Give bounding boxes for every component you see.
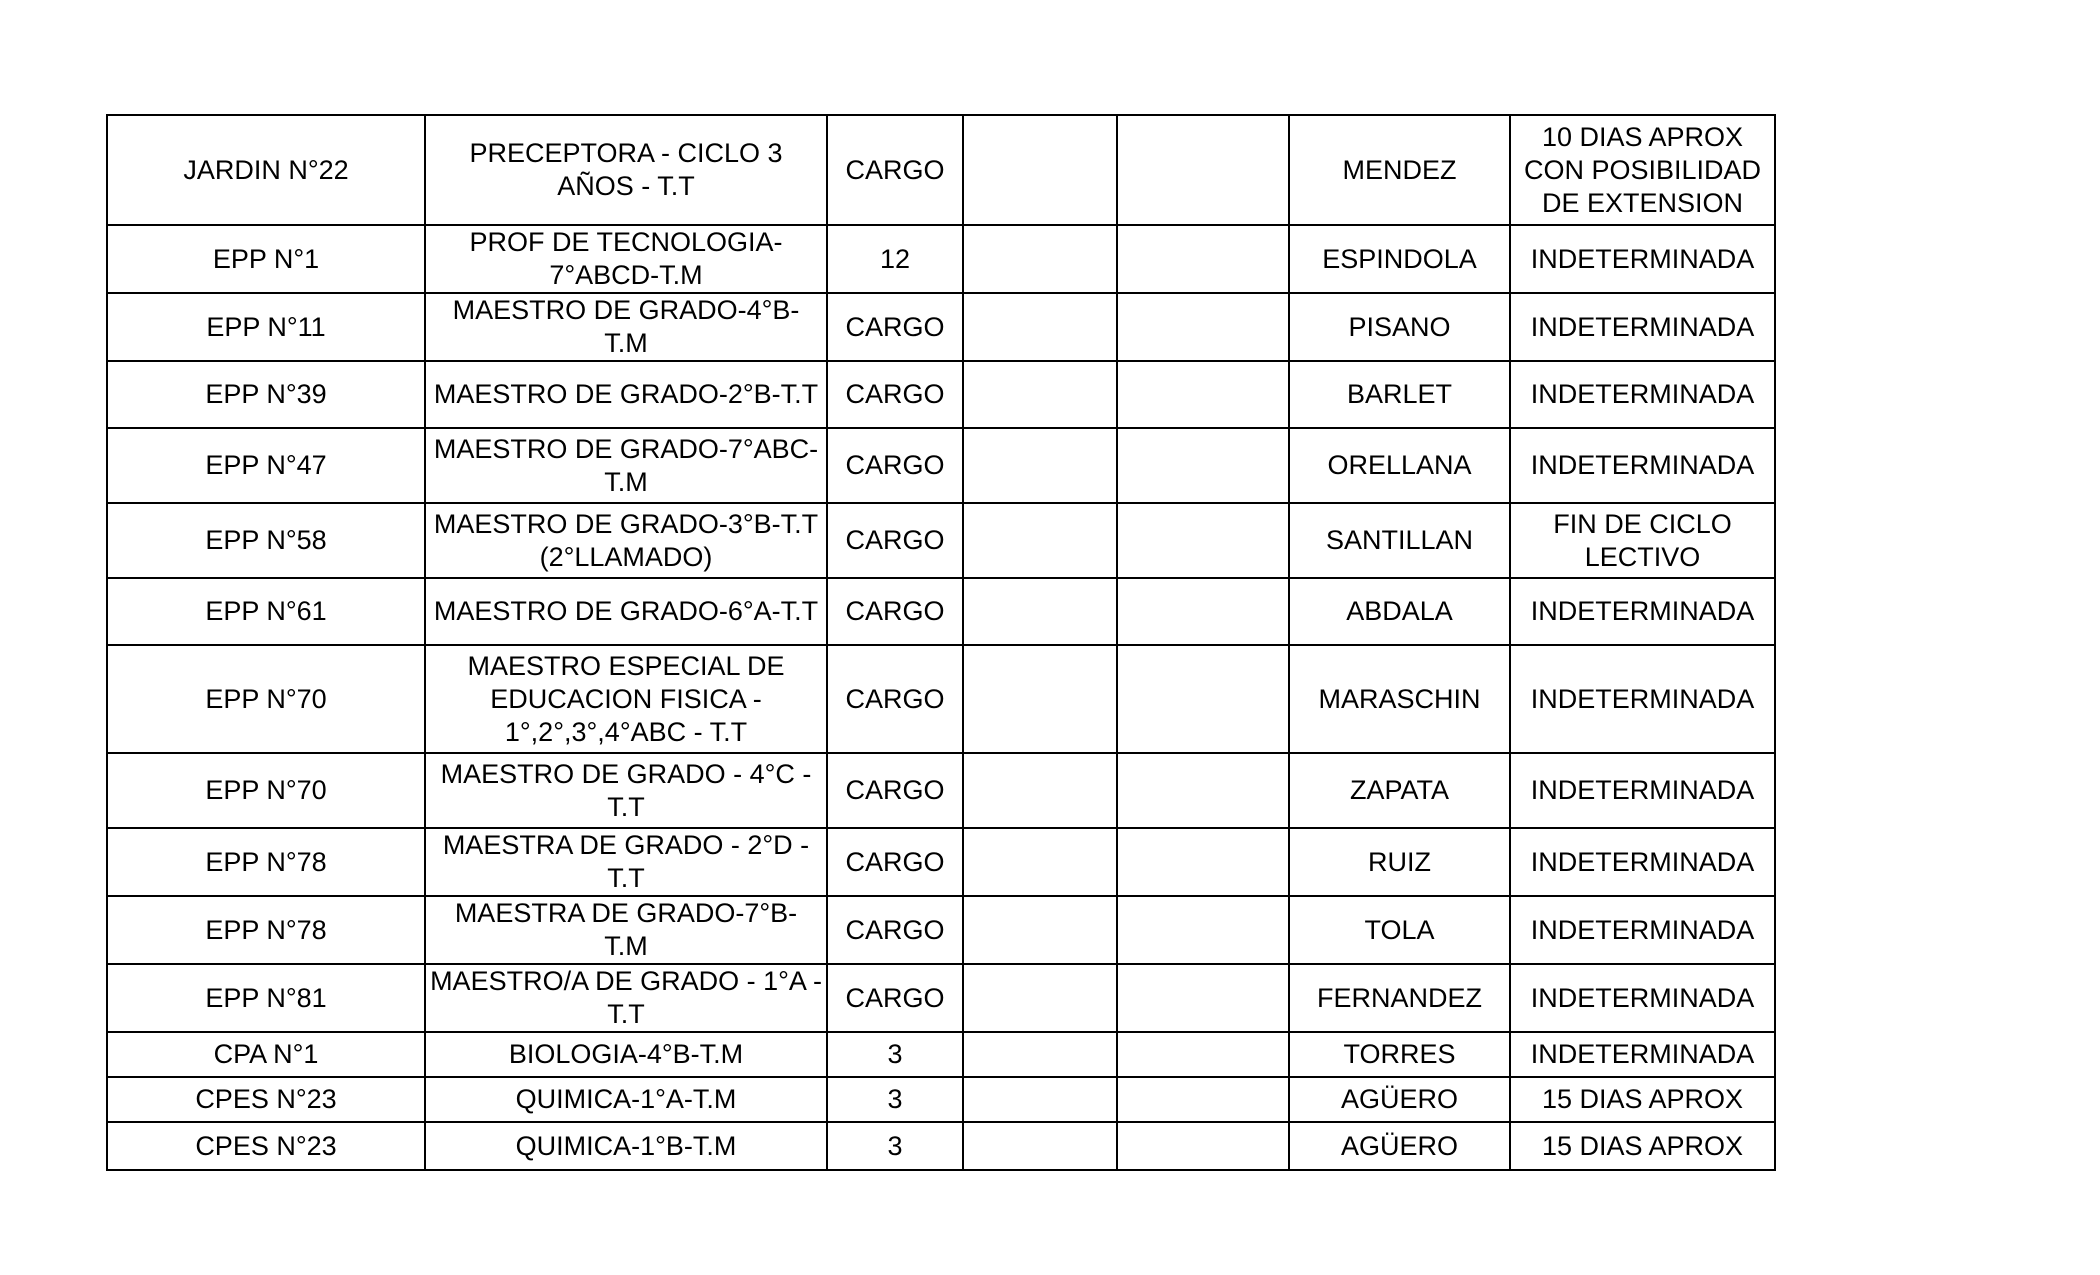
cell-position: PROF DE TECNOLOGIA- 7°ABCD-T.M — [425, 225, 827, 293]
cell-school: EPP N°61 — [107, 578, 425, 645]
cell-position: MAESTRO DE GRADO - 4°C - T.T — [425, 753, 827, 828]
table-row — [107, 361, 1775, 428]
cell-surname: ABDALA — [1289, 578, 1510, 645]
cell-position: MAESTRO DE GRADO-3°B-T.T (2°LLAMADO) — [425, 503, 827, 578]
table-row — [107, 1122, 1775, 1170]
cell-blank-b — [1117, 293, 1289, 361]
cell-position: MAESTRO/A DE GRADO - 1°A - T.T — [425, 964, 827, 1032]
table-row — [107, 828, 1775, 896]
cell-hours: CARGO — [827, 578, 963, 645]
cell-hours: 3 — [827, 1032, 963, 1077]
cell-surname: AGÜERO — [1289, 1077, 1510, 1122]
cell-surname: FERNANDEZ — [1289, 964, 1510, 1032]
cell-blank-b — [1117, 1077, 1289, 1122]
cell-hours: CARGO — [827, 293, 963, 361]
cell-school: EPP N°78 — [107, 828, 425, 896]
cell-blank-b — [1117, 753, 1289, 828]
cell-blank-b — [1117, 225, 1289, 293]
table-row — [107, 645, 1775, 753]
cell-school: EPP N°1 — [107, 225, 425, 293]
cell-surname: MARASCHIN — [1289, 645, 1510, 753]
cell-hours: CARGO — [827, 503, 963, 578]
cell-blank-a — [963, 964, 1117, 1032]
cell-school: EPP N°39 — [107, 361, 425, 428]
cell-position: QUIMICA-1°B-T.M — [425, 1122, 827, 1170]
cell-duration: INDETERMINADA — [1510, 828, 1775, 896]
cell-hours: CARGO — [827, 115, 963, 225]
cell-blank-b — [1117, 1032, 1289, 1077]
cell-position: MAESTRO DE GRADO-6°A-T.T — [425, 578, 827, 645]
cell-blank-a — [963, 503, 1117, 578]
cell-duration: FIN DE CICLO LECTIVO — [1510, 503, 1775, 578]
cell-surname: ORELLANA — [1289, 428, 1510, 503]
cell-blank-a — [963, 645, 1117, 753]
cell-position: MAESTRO DE GRADO-7°ABC- T.M — [425, 428, 827, 503]
cell-duration: INDETERMINADA — [1510, 896, 1775, 964]
cell-school: EPP N°11 — [107, 293, 425, 361]
cell-surname: TORRES — [1289, 1032, 1510, 1077]
cell-hours: 12 — [827, 225, 963, 293]
cell-hours: 3 — [827, 1077, 963, 1122]
cell-duration: INDETERMINADA — [1510, 753, 1775, 828]
cell-hours: CARGO — [827, 361, 963, 428]
cell-blank-a — [963, 293, 1117, 361]
table-row — [107, 578, 1775, 645]
cell-hours: 3 — [827, 1122, 963, 1170]
cell-blank-a — [963, 361, 1117, 428]
table-row — [107, 115, 1775, 225]
cell-duration: INDETERMINADA — [1510, 225, 1775, 293]
cell-blank-a — [963, 1122, 1117, 1170]
cell-school: CPA N°1 — [107, 1032, 425, 1077]
cell-school: CPES N°23 — [107, 1122, 425, 1170]
cell-school: EPP N°70 — [107, 753, 425, 828]
table-row — [107, 753, 1775, 828]
cell-blank-b — [1117, 115, 1289, 225]
cell-blank-a — [963, 896, 1117, 964]
table-row — [107, 896, 1775, 964]
cell-school: JARDIN N°22 — [107, 115, 425, 225]
cell-school: EPP N°47 — [107, 428, 425, 503]
cell-blank-b — [1117, 1122, 1289, 1170]
cell-school: EPP N°70 — [107, 645, 425, 753]
cell-position: MAESTRO DE GRADO-2°B-T.T — [425, 361, 827, 428]
cell-blank-b — [1117, 964, 1289, 1032]
cell-hours: CARGO — [827, 645, 963, 753]
table-row — [107, 293, 1775, 361]
cell-surname: ESPINDOLA — [1289, 225, 1510, 293]
cell-hours: CARGO — [827, 896, 963, 964]
table-row — [107, 503, 1775, 578]
cell-blank-b — [1117, 896, 1289, 964]
cell-surname: TOLA — [1289, 896, 1510, 964]
cell-surname: RUIZ — [1289, 828, 1510, 896]
cell-position: MAESTRO ESPECIAL DE EDUCACION FISICA - 1°,2°,3°,4°ABC - T.T — [425, 645, 827, 753]
cell-blank-a — [963, 225, 1117, 293]
cell-blank-a — [963, 578, 1117, 645]
cell-school: CPES N°23 — [107, 1077, 425, 1122]
cell-blank-b — [1117, 503, 1289, 578]
table-row — [107, 428, 1775, 503]
cell-duration: 15 DIAS APROX — [1510, 1077, 1775, 1122]
cell-duration: INDETERMINADA — [1510, 964, 1775, 1032]
cell-school: EPP N°78 — [107, 896, 425, 964]
table-row — [107, 225, 1775, 293]
cell-duration: INDETERMINADA — [1510, 428, 1775, 503]
cell-blank-a — [963, 753, 1117, 828]
cell-blank-a — [963, 1077, 1117, 1122]
cell-surname: SANTILLAN — [1289, 503, 1510, 578]
vacancy-table — [106, 114, 1776, 1171]
cell-blank-a — [963, 1032, 1117, 1077]
cell-surname: PISANO — [1289, 293, 1510, 361]
cell-duration: INDETERMINADA — [1510, 1032, 1775, 1077]
table-row — [107, 1032, 1775, 1077]
table-row — [107, 964, 1775, 1032]
cell-position: MAESTRO DE GRADO-4°B- T.M — [425, 293, 827, 361]
cell-duration: 15 DIAS APROX — [1510, 1122, 1775, 1170]
cell-blank-a — [963, 428, 1117, 503]
table-row — [107, 1077, 1775, 1122]
cell-blank-b — [1117, 828, 1289, 896]
cell-position: MAESTRA DE GRADO - 2°D - T.T — [425, 828, 827, 896]
cell-hours: CARGO — [827, 428, 963, 503]
table-body — [107, 115, 1775, 1170]
cell-surname: BARLET — [1289, 361, 1510, 428]
cell-position: QUIMICA-1°A-T.M — [425, 1077, 827, 1122]
cell-school: EPP N°58 — [107, 503, 425, 578]
cell-surname: ZAPATA — [1289, 753, 1510, 828]
cell-position: MAESTRA DE GRADO-7°B- T.M — [425, 896, 827, 964]
cell-blank-b — [1117, 428, 1289, 503]
cell-hours: CARGO — [827, 753, 963, 828]
cell-blank-a — [963, 115, 1117, 225]
cell-duration: 10 DIAS APROX CON POSIBILIDAD DE EXTENSION — [1510, 115, 1775, 225]
cell-duration: INDETERMINADA — [1510, 645, 1775, 753]
cell-duration: INDETERMINADA — [1510, 578, 1775, 645]
cell-school: EPP N°81 — [107, 964, 425, 1032]
cell-blank-b — [1117, 361, 1289, 428]
cell-blank-b — [1117, 578, 1289, 645]
cell-blank-b — [1117, 645, 1289, 753]
cell-hours: CARGO — [827, 828, 963, 896]
cell-position: PRECEPTORA - CICLO 3 AÑOS - T.T — [425, 115, 827, 225]
cell-duration: INDETERMINADA — [1510, 361, 1775, 428]
cell-position: BIOLOGIA-4°B-T.M — [425, 1032, 827, 1077]
cell-hours: CARGO — [827, 964, 963, 1032]
cell-surname: AGÜERO — [1289, 1122, 1510, 1170]
cell-surname: MENDEZ — [1289, 115, 1510, 225]
cell-duration: INDETERMINADA — [1510, 293, 1775, 361]
cell-blank-a — [963, 828, 1117, 896]
